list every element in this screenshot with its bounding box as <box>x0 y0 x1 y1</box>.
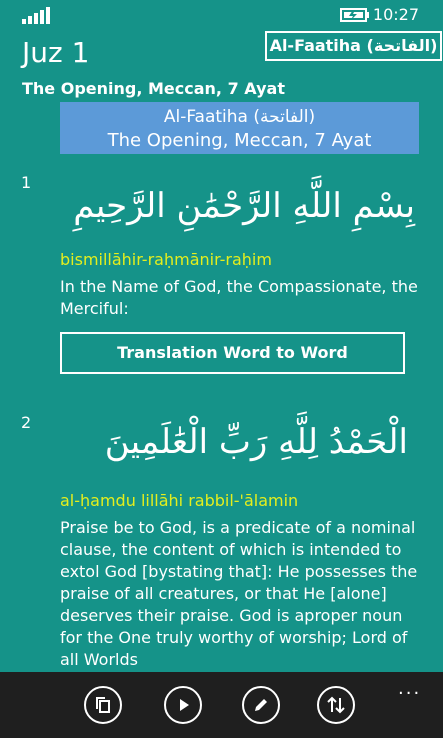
banner-surah-name: Al-Faatiha (الفاتحة) <box>163 107 316 127</box>
verse-number: 2 <box>21 413 32 432</box>
more-options-button[interactable]: ... <box>398 678 422 699</box>
app-bar <box>0 672 443 738</box>
verse-arabic-text: الْحَمْدُ لِلَّهِ رَبِّ الْعَٰلَمِينَ <box>104 422 408 462</box>
copy-icon <box>93 695 113 715</box>
surah-subtitle: The Opening, Meccan, 7 Ayat <box>22 79 285 98</box>
translation-word-to-word-button[interactable]: Translation Word to Word <box>60 332 405 374</box>
play-button[interactable] <box>164 686 202 724</box>
battery-charging-icon <box>340 8 370 22</box>
edit-icon <box>251 695 271 715</box>
verse-number: 1 <box>21 173 32 192</box>
surah-banner <box>60 102 419 154</box>
banner-surah-info: The Opening, Meccan, 7 Ayat <box>107 130 372 151</box>
signal-strength-icon <box>22 7 50 24</box>
verse-translation: Praise be to God, is a predicate of a nominal clause, the content of which is intended to extol God [bystating that]: He possesses the praise of all creatures, or that He [alone] deserves their praise. God is aproper noun for the One truly worthy of worship; Lord of all Worlds <box>60 518 418 669</box>
juz-title: Juz 1 <box>22 36 90 69</box>
sort-button[interactable] <box>317 686 355 724</box>
surah-picker[interactable]: Al-Faatiha (الفاتحة) <box>265 31 442 61</box>
verse-arabic-text: بِسْمِ اللَّهِ الرَّحْمَٰنِ الرَّحِيمِ <box>73 186 415 226</box>
play-icon <box>173 695 193 715</box>
verse-transliteration: bismillāhir-raḥmānir-raḥim <box>60 250 272 269</box>
status-bar <box>0 0 443 30</box>
clock: 10:27 <box>372 5 419 24</box>
copy-button[interactable] <box>84 686 122 724</box>
sort-icon <box>325 694 347 716</box>
edit-button[interactable] <box>242 686 280 724</box>
verse-transliteration: al-ḥamdu lillāhi rabbil-'ālamin <box>60 491 299 510</box>
verse-translation: In the Name of God, the Compassionate, the Merciful: <box>60 277 418 318</box>
